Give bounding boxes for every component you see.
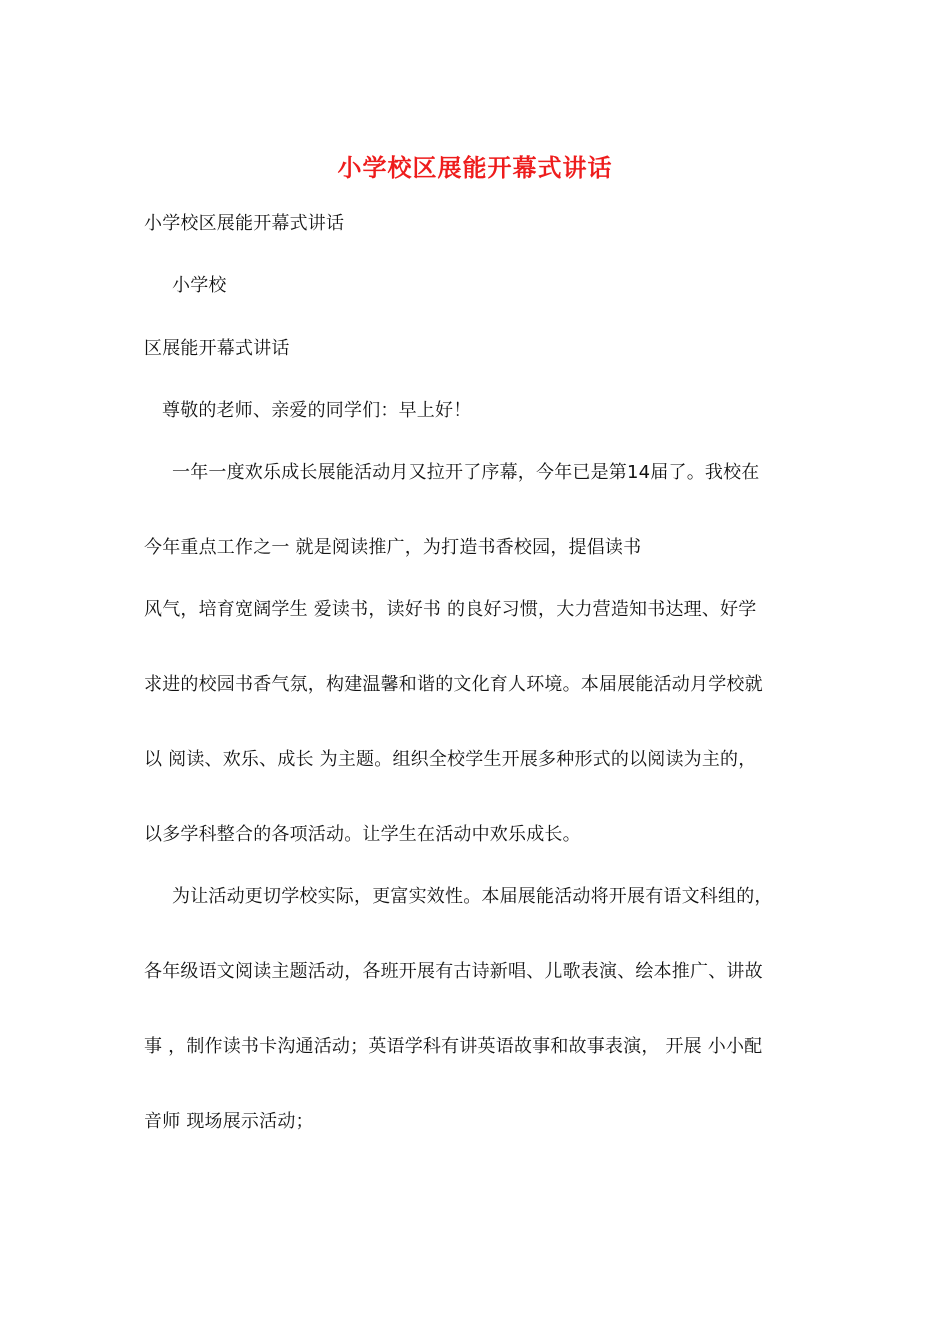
paragraph-2-line-1: 为让活动更切学校实际，更富实效性。本届展能活动将开展有语文科组的， — [172, 886, 773, 907]
speech-title-line: 区展能开幕式讲话 — [144, 338, 290, 359]
greeting-line: 尊敬的老师、亲爱的同学们：早上好！ — [162, 400, 472, 421]
paragraph-2-line-3: 事 ，制作读书卡沟通活动；英语学科有讲英语故事和故事表演， 开展 小小配 — [144, 1036, 763, 1057]
paragraph-2-line-4: 音师 现场展示活动； — [144, 1111, 314, 1132]
paragraph-1-line-4: 求进的校园书香气氛，构建温馨和谐的文化育人环境。本届展能活动月学校就 — [144, 674, 763, 695]
document-title: 小学校区展能开幕式讲话 — [337, 153, 613, 182]
subtitle-line: 小学校区展能开幕式讲话 — [144, 213, 345, 234]
paragraph-1-line-3: 风气，培育宽阔学生 爱读书，读好书 的良好习惯，大力营造知书达理、好学 — [144, 599, 757, 620]
paragraph-1-line-6: 以多学科整合的各项活动。让学生在活动中欢乐成长。 — [144, 824, 581, 845]
paragraph-1-line-2: 今年重点工作之一 就是阅读推广，为打造书香校园，提倡读书 — [144, 537, 642, 558]
paragraph-1-line-1: 一年一度欢乐成长展能活动月又拉开了序幕，今年已是第14届了。我校在 — [172, 462, 760, 483]
paragraph-1-line-5: 以 阅读、欢乐、成长 为主题。组织全校学生开展多种形式的以阅读为主的， — [144, 749, 757, 770]
paragraph-2-line-2: 各年级语文阅读主题活动，各班开展有古诗新唱、儿歌表演、绘本推广、讲故 — [144, 961, 763, 982]
school-line: 小学校 — [172, 275, 227, 296]
